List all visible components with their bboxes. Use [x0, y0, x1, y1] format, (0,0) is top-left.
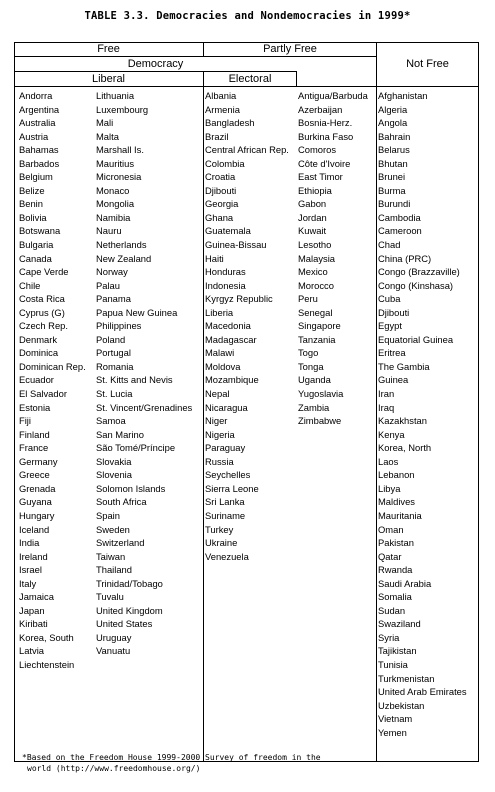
country-cell: Solomon Islands — [96, 482, 166, 494]
country-cell: Iceland — [19, 523, 50, 535]
country-cell: Macedonia — [205, 320, 251, 332]
country-cell: Czech Rep. — [19, 320, 68, 332]
country-cell: Fiji — [19, 415, 31, 427]
country-cell: Italy — [19, 577, 37, 589]
country-cell: Botswana — [19, 225, 61, 237]
country-cell: Yugoslavia — [298, 388, 344, 400]
country-cell: Mauritius — [96, 157, 135, 169]
country-cell: Australia — [19, 117, 56, 129]
country-cell: Mauritania — [378, 509, 422, 521]
country-cell: Jordan — [298, 211, 327, 223]
country-cell: Sri Lanka — [205, 496, 245, 508]
country-cell: Seychelles — [205, 469, 251, 481]
country-cell: Albania — [205, 90, 237, 101]
country-cell: Kazakhstan — [378, 415, 427, 427]
country-cell: Chad — [378, 239, 401, 251]
country-cell: Philippines — [96, 320, 142, 332]
country-cell: Maldives — [378, 496, 415, 508]
country-cell: Slovenia — [96, 469, 132, 481]
country-cell: Argentina — [19, 103, 60, 115]
country-cell: Dominica — [19, 347, 59, 359]
country-cell: Djibouti — [378, 306, 410, 318]
country-cell: Bulgaria — [19, 239, 54, 251]
footnote — [22, 752, 321, 774]
country-cell: Paraguay — [205, 442, 246, 454]
column-liberal-2 — [96, 89, 192, 658]
country-cell: Switzerland — [96, 537, 145, 549]
table-border-left — [14, 42, 15, 762]
column-electoral-1 — [205, 89, 289, 563]
country-cell: Gabon — [298, 198, 327, 210]
country-cell: Japan — [19, 604, 45, 616]
rule-below-democracy — [14, 71, 297, 72]
country-cell: Costa Rica — [19, 293, 65, 305]
country-cell: Armenia — [205, 103, 240, 115]
country-cell: Cambodia — [378, 211, 421, 223]
country-cell: Latvia — [19, 645, 45, 657]
country-cell: Palau — [96, 279, 120, 291]
country-cell: Saudi Arabia — [378, 577, 432, 589]
country-cell: Congo (Brazzaville) — [378, 266, 460, 278]
country-cell: The Gambia — [378, 360, 430, 372]
country-cell: Algeria — [378, 103, 408, 115]
country-cell: Monaco — [96, 184, 130, 196]
country-cell: Denmark — [19, 333, 58, 345]
country-cell: Russia — [205, 455, 234, 467]
country-cell: Estonia — [19, 401, 51, 413]
country-cell: Nepal — [205, 388, 230, 400]
country-cell: Nigeria — [205, 428, 235, 440]
country-cell: Vanuatu — [96, 645, 131, 657]
country-cell: Kyrgyz Republic — [205, 293, 273, 305]
country-cell: Honduras — [205, 266, 246, 278]
country-cell: Kuwait — [298, 225, 327, 237]
country-cell: Mali — [96, 117, 114, 129]
country-cell: Slovakia — [96, 455, 132, 467]
country-cell: Ecuador — [19, 374, 54, 386]
country-cell: Grenada — [19, 482, 56, 494]
country-cell: Tunisia — [378, 658, 408, 670]
country-cell: Sweden — [96, 523, 130, 535]
country-cell: Tajikistan — [378, 645, 417, 657]
country-cell: Portugal — [96, 347, 131, 359]
country-cell: Singapore — [298, 320, 341, 332]
rule-below-headers — [14, 86, 479, 87]
country-cell: Swaziland — [378, 618, 421, 630]
country-cell: Taiwan — [96, 550, 126, 562]
country-cell: Somalia — [378, 591, 412, 603]
country-cell: Chile — [19, 279, 41, 291]
country-cell: Tanzania — [298, 333, 336, 345]
country-cell: Ghana — [205, 211, 234, 223]
country-cell: Namibia — [96, 211, 131, 223]
country-cell: United States — [96, 618, 153, 630]
country-cell: Trinidad/Tobago — [96, 577, 163, 589]
country-cell: Morocco — [298, 279, 334, 291]
country-cell: Samoa — [96, 415, 126, 427]
country-cell: Malawi — [205, 347, 235, 359]
country-cell: Netherlands — [96, 239, 147, 251]
country-cell: Venezuela — [205, 550, 249, 562]
country-cell: Malaysia — [298, 252, 335, 264]
country-cell: Poland — [96, 333, 126, 345]
country-cell: France — [19, 442, 49, 454]
country-cell: Bahamas — [19, 144, 59, 156]
country-cell: Central African Rep. — [205, 144, 289, 156]
country-cell: Equatorial Guinea — [378, 333, 454, 345]
country-cell: Belgium — [19, 171, 53, 183]
country-cell: Kenya — [378, 428, 405, 440]
country-cell: Cyprus (G) — [19, 306, 65, 318]
country-cell: Bangladesh — [205, 117, 255, 129]
country-cell: Mexico — [298, 266, 328, 278]
header-not-free: Not Free — [406, 58, 449, 70]
header-electoral: Electoral — [228, 73, 272, 85]
country-cell: Egypt — [378, 320, 402, 332]
table-border-right — [478, 42, 479, 762]
country-cell: Canada — [19, 252, 52, 264]
footnote-line-1: *Based on the Freedom House 1999-2000 Survey of freedom in the — [22, 753, 321, 762]
country-cell: Nicaragua — [205, 401, 248, 413]
country-cell: Peru — [298, 293, 318, 305]
country-cell: Ireland — [19, 550, 48, 562]
country-cell: Mongolia — [96, 198, 135, 210]
country-cell: Haiti — [205, 252, 224, 264]
rule-below-free — [14, 56, 376, 57]
country-cell: Guinea — [378, 374, 409, 386]
country-cell: Uzbekistan — [378, 699, 425, 711]
country-cell: Andorra — [19, 90, 53, 101]
country-cell: Lesotho — [298, 239, 332, 251]
divider-electoral — [296, 71, 297, 87]
country-cell: Togo — [298, 347, 319, 359]
country-cell: Austria — [19, 130, 49, 142]
country-cell: St. Kitts and Nevis — [96, 374, 173, 386]
country-cell: Turkmenistan — [378, 672, 435, 684]
country-cell: Libya — [378, 482, 401, 494]
country-cell: Spain — [96, 509, 120, 521]
footnote-line-2: world (http://www.freedomhouse.org/) — [27, 764, 201, 773]
country-cell: Croatia — [205, 171, 236, 183]
country-cell: Moldova — [205, 360, 241, 372]
country-cell: Bhutan — [378, 157, 408, 169]
country-cell: Tuvalu — [96, 591, 124, 603]
country-cell: Tonga — [298, 360, 324, 372]
country-cell: Turkey — [205, 523, 234, 535]
country-cell: Pakistan — [378, 537, 414, 549]
country-cell: Suriname — [205, 509, 246, 521]
country-cell: Burundi — [378, 198, 411, 210]
country-cell: Yemen — [378, 726, 407, 738]
country-cell: Iraq — [378, 401, 395, 413]
country-cell: Bolivia — [19, 211, 47, 223]
country-cell: Laos — [378, 455, 399, 467]
country-cell: Nauru — [96, 225, 122, 237]
country-cell: Liechtenstein — [19, 658, 75, 670]
country-cell: Cape Verde — [19, 266, 69, 278]
country-cell: Panama — [96, 293, 131, 305]
header-free: Free — [97, 43, 120, 55]
country-cell: Luxembourg — [96, 103, 149, 115]
country-cell: Guatemala — [205, 225, 251, 237]
country-cell: San Marino — [96, 428, 144, 440]
country-cell: Marshall Is. — [96, 144, 144, 156]
country-cell: Comoros — [298, 144, 337, 156]
country-cell: Uganda — [298, 374, 331, 386]
country-cell: Brazil — [205, 130, 229, 142]
country-cell: Germany — [19, 455, 58, 467]
country-cell: India — [19, 537, 40, 549]
country-cell: Colombia — [205, 157, 245, 169]
country-cell: Israel — [19, 564, 42, 576]
country-cell: Côte d'Ivoire — [298, 157, 351, 169]
country-cell: Guyana — [19, 496, 52, 508]
header-partly-free: Partly Free — [263, 43, 317, 55]
country-cell: Bahrain — [378, 130, 411, 142]
democracy-table — [14, 42, 479, 762]
country-cell: Dominican Rep. — [19, 360, 86, 372]
country-cell: St. Lucia — [96, 388, 133, 400]
country-cell: Norway — [96, 266, 128, 278]
country-cell: Georgia — [205, 198, 239, 210]
country-cell: Lebanon — [378, 469, 415, 481]
country-cell: New Zealand — [96, 252, 152, 264]
country-cell: Finland — [19, 428, 50, 440]
column-not-free — [378, 89, 467, 739]
country-cell: Vietnam — [378, 713, 413, 725]
country-cell: Cameroon — [378, 225, 422, 237]
country-cell: Zimbabwe — [298, 415, 342, 427]
country-cell: Burkina Faso — [298, 130, 354, 142]
country-cell: Romania — [96, 360, 134, 372]
country-cell: Afghanistan — [378, 90, 428, 101]
header-democracy: Democracy — [127, 58, 184, 70]
country-cell: Papua New Guinea — [96, 306, 178, 318]
country-cell: Rwanda — [378, 564, 413, 576]
divider-liberal-electoral — [203, 71, 204, 762]
country-cell: Madagascar — [205, 333, 257, 345]
country-cell: El Salvador — [19, 388, 67, 400]
country-cell: Antigua/Barbuda — [298, 90, 368, 101]
header-liberal: Liberal — [91, 73, 126, 85]
country-cell: Jamaica — [19, 591, 54, 603]
column-electoral-2 — [298, 89, 368, 428]
country-cell: Ukraine — [205, 537, 238, 549]
country-cell: Korea, South — [19, 631, 74, 643]
country-cell: Djibouti — [205, 184, 237, 196]
column-liberal-1 — [19, 89, 86, 672]
country-cell: Burma — [378, 184, 406, 196]
country-cell: Bosnia-Herz. — [298, 117, 353, 129]
country-cell: Lithuania — [96, 90, 135, 101]
country-cell: South Africa — [96, 496, 147, 508]
country-cell: Micronesia — [96, 171, 142, 183]
country-cell: Korea, North — [378, 442, 432, 454]
country-cell: Belarus — [378, 144, 410, 156]
country-cell: Liberia — [205, 306, 234, 318]
country-cell: Azerbaijan — [298, 103, 343, 115]
country-cell: Congo (Kinshasa) — [378, 279, 454, 291]
country-cell: Mozambique — [205, 374, 259, 386]
country-cell: Greece — [19, 469, 50, 481]
country-cell: Zambia — [298, 401, 330, 413]
country-cell: Brunei — [378, 171, 406, 183]
table-title: TABLE 3.3. Democracies and Nondemocracies in 1999* — [84, 10, 411, 22]
country-cell: Eritrea — [378, 347, 406, 359]
country-cell: Thailand — [96, 564, 132, 576]
country-cell: Oman — [378, 523, 404, 535]
country-cell: Angola — [378, 117, 408, 129]
country-cell: Senegal — [298, 306, 333, 318]
country-cell: Hungary — [19, 509, 55, 521]
country-cell: United Arab Emirates — [378, 686, 467, 698]
divider-notfree — [376, 42, 377, 762]
country-cell: Belize — [19, 184, 45, 196]
country-cell: United Kingdom — [96, 604, 163, 616]
country-cell: Ethiopia — [298, 184, 332, 196]
country-cell: Syria — [378, 631, 400, 643]
country-cell: Benin — [19, 198, 43, 210]
country-cell: St. Vincent/Grenadines — [96, 401, 193, 413]
country-cell: Indonesia — [205, 279, 246, 291]
country-cell: Qatar — [378, 550, 402, 562]
country-cell: China (PRC) — [378, 252, 432, 264]
country-cell: Kiribati — [19, 618, 48, 630]
country-cell: Sierra Leone — [205, 482, 259, 494]
country-cell: Guinea-Bissau — [205, 239, 267, 251]
country-cell: Iran — [378, 388, 395, 400]
country-cell: East Timor — [298, 171, 343, 183]
country-cell: Uruguay — [96, 631, 132, 643]
country-cell: São Tomé/Príncipe — [96, 442, 176, 454]
country-cell: Barbados — [19, 157, 60, 169]
country-cell: Malta — [96, 130, 119, 142]
country-cell: Cuba — [378, 293, 401, 305]
country-cell: Niger — [205, 415, 228, 427]
country-cell: Sudan — [378, 604, 406, 616]
